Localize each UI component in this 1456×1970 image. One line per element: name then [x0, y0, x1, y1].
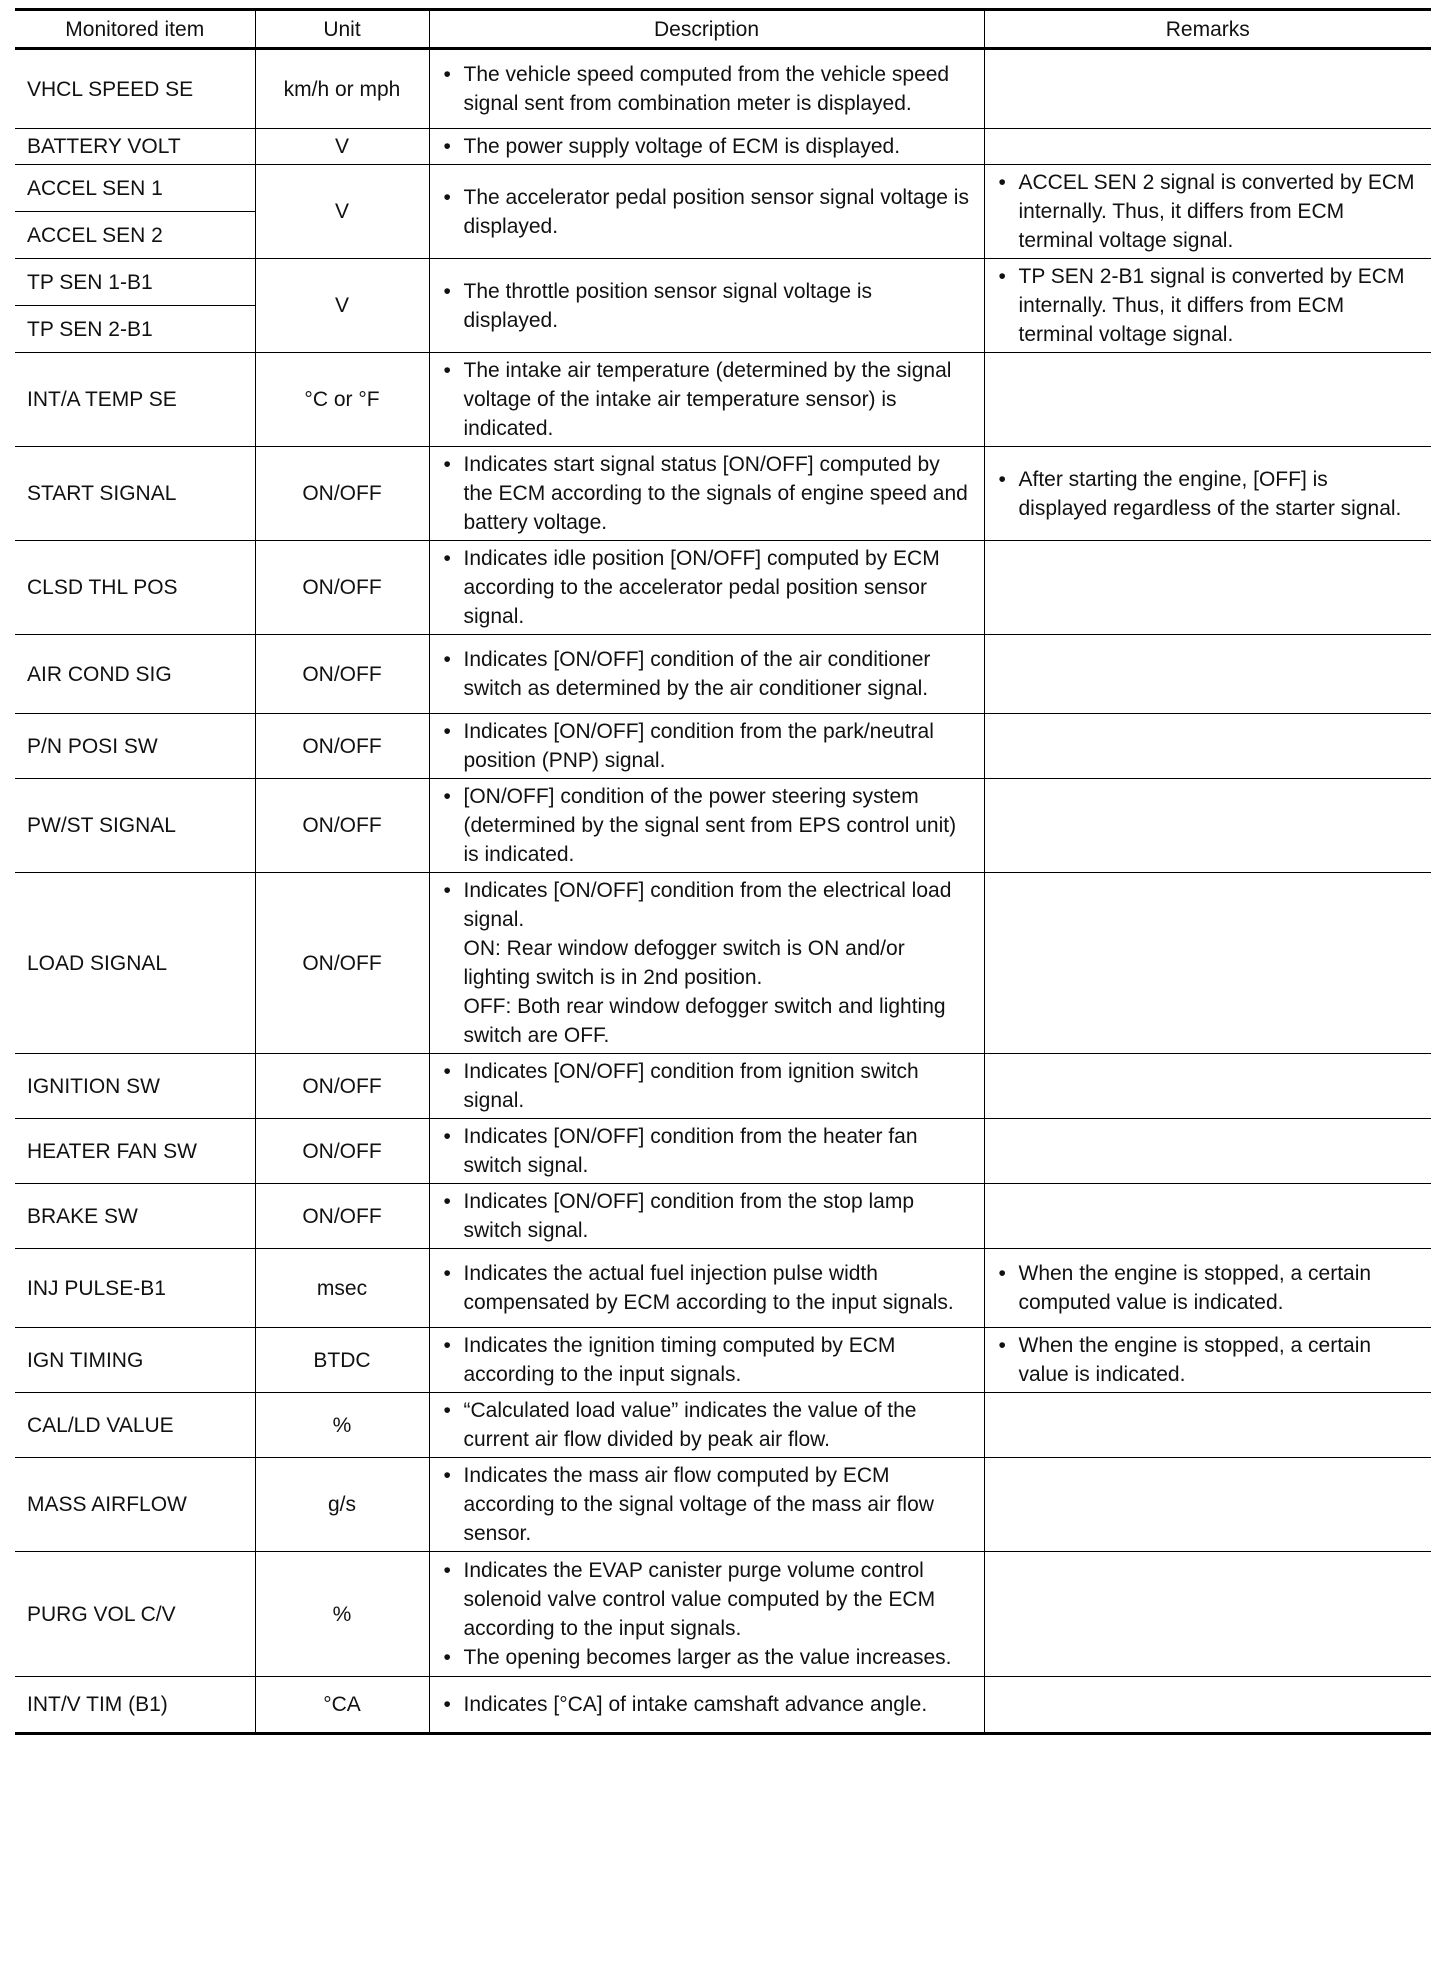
- description-list: [442, 450, 972, 537]
- description-bullet: • The power supply voltage of ECM is displayed.: [442, 132, 972, 161]
- description-cell: [429, 1458, 984, 1552]
- remarks-bullet: • When the engine is stopped, a certain value is indicated.: [997, 1331, 1420, 1389]
- description-list: [442, 717, 972, 775]
- table-row: [15, 714, 1431, 779]
- header-unit: Unit: [255, 10, 429, 49]
- monitored-item-cell: BATTERY VOLT: [15, 129, 255, 165]
- table-row: [15, 779, 1431, 873]
- table-row: [15, 259, 1431, 306]
- monitored-item-cell: P/N POSI SW: [15, 714, 255, 779]
- description-bullet: • “Calculated load value” indicates the value of the current air flow divided by peak air flow.: [442, 1396, 972, 1454]
- remarks-cell: [984, 1249, 1431, 1328]
- table-row: [15, 1184, 1431, 1249]
- remarks-cell: [984, 1054, 1431, 1119]
- description-bullet: • Indicates [ON/OFF] condition from the park/neutral position (PNP) signal.: [442, 717, 972, 775]
- remarks-cell: [984, 1393, 1431, 1458]
- unit-cell: km/h or mph: [255, 49, 429, 129]
- unit-cell: ON/OFF: [255, 447, 429, 541]
- unit-cell: ON/OFF: [255, 714, 429, 779]
- unit-cell: %: [255, 1393, 429, 1458]
- unit-cell: °CA: [255, 1677, 429, 1734]
- remarks-cell: [984, 49, 1431, 129]
- monitored-item-cell: IGNITION SW: [15, 1054, 255, 1119]
- description-bullet: [442, 876, 972, 1050]
- description-cell: [429, 779, 984, 873]
- description-cell: [429, 129, 984, 165]
- table-row: [15, 541, 1431, 635]
- remarks-cell: [984, 1552, 1431, 1677]
- monitored-item-cell: ACCEL SEN 2: [15, 212, 255, 259]
- description-bullet: • Indicates [ON/OFF] condition from the stop lamp switch signal.: [442, 1187, 972, 1245]
- description-cell: [429, 1054, 984, 1119]
- description-subline: OFF: Both rear window defogger switch and lighting switch are OFF.: [463, 995, 946, 1047]
- description-cell: [429, 873, 984, 1054]
- description-cell: [429, 259, 984, 353]
- remarks-bullet: • After starting the engine, [OFF] is displayed regardless of the starter signal.: [997, 465, 1420, 523]
- monitored-item-cell: AIR COND SIG: [15, 635, 255, 714]
- table-row: [15, 1552, 1431, 1677]
- header-description: Description: [429, 10, 984, 49]
- table-row: [15, 353, 1431, 447]
- description-cell: [429, 165, 984, 259]
- remarks-list: [997, 465, 1420, 523]
- monitored-item-cell: PURG VOL C/V: [15, 1552, 255, 1677]
- table-row: [15, 1393, 1431, 1458]
- description-cell: [429, 447, 984, 541]
- description-list: [442, 1461, 972, 1548]
- description-cell: [429, 353, 984, 447]
- description-list: [442, 544, 972, 631]
- description-bullet: • Indicates the mass air flow computed by ECM according to the signal voltage of the mass air flow sensor.: [442, 1461, 972, 1548]
- description-bullet: • Indicates the EVAP canister purge volume control solenoid valve control value computed by the ECM according to the input signals.: [442, 1556, 972, 1643]
- monitored-item-cell: CLSD THL POS: [15, 541, 255, 635]
- remarks-cell: [984, 447, 1431, 541]
- description-list: [442, 60, 972, 118]
- unit-cell: msec: [255, 1249, 429, 1328]
- description-bullet-text: Indicates [ON/OFF] condition from the electrical load signal.: [463, 879, 952, 931]
- remarks-cell: [984, 1184, 1431, 1249]
- description-list: [442, 1331, 972, 1389]
- description-cell: [429, 1393, 984, 1458]
- table-header-row: [15, 10, 1431, 49]
- description-list: [442, 1259, 972, 1317]
- monitor-items-table: [15, 8, 1431, 1735]
- remarks-cell: [984, 635, 1431, 714]
- unit-cell: V: [255, 129, 429, 165]
- description-list: [442, 1556, 972, 1672]
- monitored-item-cell: VHCL SPEED SE: [15, 49, 255, 129]
- table-row: [15, 447, 1431, 541]
- unit-cell: ON/OFF: [255, 873, 429, 1054]
- document-page: [15, 8, 1431, 1735]
- remarks-bullet: • ACCEL SEN 2 signal is converted by ECM internally. Thus, it differs from ECM terminal voltage signal.: [997, 168, 1420, 255]
- monitored-item-cell: INT/A TEMP SE: [15, 353, 255, 447]
- table-row: [15, 1458, 1431, 1552]
- header-remarks: Remarks: [984, 10, 1431, 49]
- description-subline: ON: Rear window defogger switch is ON and/or lighting switch is in 2nd position.: [463, 937, 905, 989]
- remarks-cell: [984, 1458, 1431, 1552]
- unit-cell: V: [255, 165, 429, 259]
- table-row: [15, 873, 1431, 1054]
- unit-cell: ON/OFF: [255, 1184, 429, 1249]
- remarks-bullet: • When the engine is stopped, a certain computed value is indicated.: [997, 1259, 1420, 1317]
- description-cell: [429, 1119, 984, 1184]
- description-bullet: • The vehicle speed computed from the vehicle speed signal sent from combination meter is displayed.: [442, 60, 972, 118]
- unit-cell: g/s: [255, 1458, 429, 1552]
- description-cell: [429, 1552, 984, 1677]
- description-list: [442, 277, 972, 335]
- table-row: [15, 165, 1431, 212]
- description-list: [442, 645, 972, 703]
- remarks-list: [997, 168, 1420, 255]
- description-bullet: • The intake air temperature (determined by the signal voltage of the intake air temperature sensor) is indicated.: [442, 356, 972, 443]
- monitored-item-cell: PW/ST SIGNAL: [15, 779, 255, 873]
- unit-cell: BTDC: [255, 1328, 429, 1393]
- description-list: [442, 1690, 972, 1719]
- monitored-item-cell: IGN TIMING: [15, 1328, 255, 1393]
- description-list: [442, 1057, 972, 1115]
- unit-cell: ON/OFF: [255, 779, 429, 873]
- remarks-list: [997, 262, 1420, 349]
- monitored-item-cell: LOAD SIGNAL: [15, 873, 255, 1054]
- remarks-list: [997, 1259, 1420, 1317]
- description-bullet: • The throttle position sensor signal voltage is displayed.: [442, 277, 972, 335]
- description-list: [442, 1396, 972, 1454]
- remarks-cell: [984, 714, 1431, 779]
- table-row: [15, 1119, 1431, 1184]
- monitored-item-cell: BRAKE SW: [15, 1184, 255, 1249]
- monitored-item-cell: TP SEN 2-B1: [15, 306, 255, 353]
- table-row: [15, 1677, 1431, 1734]
- header-monitored-item: Monitored item: [15, 10, 255, 49]
- remarks-cell: [984, 779, 1431, 873]
- remarks-cell: [984, 873, 1431, 1054]
- unit-cell: °C or °F: [255, 353, 429, 447]
- unit-cell: ON/OFF: [255, 541, 429, 635]
- description-cell: [429, 635, 984, 714]
- description-bullet: • Indicates [ON/OFF] condition from ignition switch signal.: [442, 1057, 972, 1115]
- description-cell: [429, 1328, 984, 1393]
- remarks-list: [997, 1331, 1420, 1389]
- description-bullet: • Indicates idle position [ON/OFF] computed by ECM according to the accelerator pedal position sensor signal.: [442, 544, 972, 631]
- description-bullet: • The accelerator pedal position sensor signal voltage is displayed.: [442, 183, 972, 241]
- description-list: [442, 876, 972, 1050]
- description-list: [442, 1122, 972, 1180]
- table-body: [15, 49, 1431, 1734]
- monitored-item-cell: INJ PULSE-B1: [15, 1249, 255, 1328]
- description-bullet: • Indicates the ignition timing computed by ECM according to the input signals.: [442, 1331, 972, 1389]
- description-cell: [429, 1677, 984, 1734]
- remarks-cell: [984, 129, 1431, 165]
- remarks-cell: [984, 353, 1431, 447]
- table-row: [15, 49, 1431, 129]
- description-cell: [429, 714, 984, 779]
- description-bullet: • Indicates start signal status [ON/OFF] computed by the ECM according to the signals of engine speed and battery voltage.: [442, 450, 972, 537]
- monitored-item-cell: INT/V TIM (B1): [15, 1677, 255, 1734]
- description-list: [442, 132, 972, 161]
- description-bullet: • Indicates [ON/OFF] condition from the heater fan switch signal.: [442, 1122, 972, 1180]
- description-bullet: • Indicates [°CA] of intake camshaft advance angle.: [442, 1690, 972, 1719]
- description-list: [442, 356, 972, 443]
- monitored-item-cell: HEATER FAN SW: [15, 1119, 255, 1184]
- description-bullet: • Indicates the actual fuel injection pulse width compensated by ECM according to the input signals.: [442, 1259, 972, 1317]
- remarks-cell: [984, 1119, 1431, 1184]
- description-cell: [429, 49, 984, 129]
- monitored-item-cell: CAL/LD VALUE: [15, 1393, 255, 1458]
- unit-cell: ON/OFF: [255, 1054, 429, 1119]
- description-list: [442, 1187, 972, 1245]
- description-bullet: • The opening becomes larger as the value increases.: [442, 1643, 972, 1672]
- monitored-item-cell: START SIGNAL: [15, 447, 255, 541]
- monitored-item-cell: ACCEL SEN 1: [15, 165, 255, 212]
- description-list: [442, 782, 972, 869]
- unit-cell: ON/OFF: [255, 1119, 429, 1184]
- description-bullet-block: [464, 876, 972, 1050]
- remarks-cell: [984, 165, 1431, 259]
- table-row: [15, 1054, 1431, 1119]
- description-cell: [429, 541, 984, 635]
- unit-cell: ON/OFF: [255, 635, 429, 714]
- monitored-item-cell: MASS AIRFLOW: [15, 1458, 255, 1552]
- remarks-cell: [984, 1677, 1431, 1734]
- description-cell: [429, 1184, 984, 1249]
- table-row: [15, 1328, 1431, 1393]
- remarks-cell: [984, 541, 1431, 635]
- remarks-cell: [984, 259, 1431, 353]
- remarks-bullet: • TP SEN 2-B1 signal is converted by ECM internally. Thus, it differs from ECM terminal voltage signal.: [997, 262, 1420, 349]
- table-row: [15, 1249, 1431, 1328]
- table-row: [15, 635, 1431, 714]
- table-row: [15, 129, 1431, 165]
- description-cell: [429, 1249, 984, 1328]
- description-bullet: • Indicates [ON/OFF] condition of the air conditioner switch as determined by the air conditioner signal.: [442, 645, 972, 703]
- description-list: [442, 183, 972, 241]
- monitored-item-cell: TP SEN 1-B1: [15, 259, 255, 306]
- unit-cell: V: [255, 259, 429, 353]
- description-bullet: • [ON/OFF] condition of the power steering system (determined by the signal sent from EPS control unit) is indicated.: [442, 782, 972, 869]
- unit-cell: %: [255, 1552, 429, 1677]
- remarks-cell: [984, 1328, 1431, 1393]
